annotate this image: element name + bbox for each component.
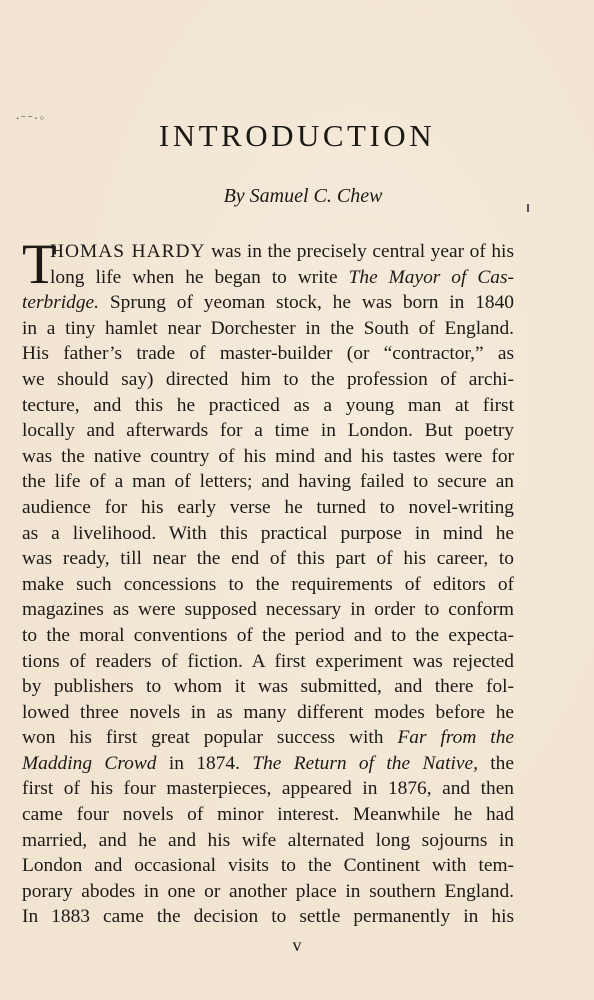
stray-ink-mark: ·⁻⁻·◦	[16, 112, 47, 125]
text-line: was ready, till near the end of this part of his career, to	[22, 548, 514, 570]
book-title: Madding Crowd	[22, 752, 157, 774]
text-line: long life when he began to write The Mayor of Cas-	[50, 266, 514, 288]
text-line: the life of a man of letters; and having failed to secure an	[22, 471, 514, 493]
book-title: Far from the	[397, 727, 514, 749]
text-line: His father’s trade of master-builder (or “contractor,” as	[22, 343, 514, 365]
text-line: tecture, and this he practiced as a young man at first	[22, 394, 514, 416]
text-line: was the native country of his mind and his tastes were for	[22, 445, 514, 467]
text-line: Madding Crowd in 1874. The Return of the Native, the	[22, 752, 514, 774]
text-line: lowed three novels in as many different modes before he	[22, 701, 514, 723]
text-line: first of his four masterpieces, appeared in 1876, and then	[22, 778, 514, 800]
text-line: make such concessions to the requirements of editors of	[22, 573, 514, 595]
page-number: v	[292, 935, 302, 955]
text-line: tions of readers of fiction. A first experiment was rejected	[22, 650, 514, 672]
book-title: The Return of the Native,	[252, 752, 478, 774]
text-line: by publishers to whom it was submitted, and there fol-	[22, 676, 514, 698]
text-line: we should say) directed him to the profession of archi-	[22, 368, 514, 390]
body-text	[22, 233, 514, 930]
text-line: came four novels of minor interest. Meanwhile he had	[22, 804, 514, 826]
book-title: terbridge.	[22, 292, 100, 314]
text-line: London and occasional visits to the Continent with tem-	[22, 855, 514, 877]
text-line: audience for his early verse he turned to novel-writing	[22, 496, 514, 518]
text-line: married, and he and his wife alternated long sojourns in	[22, 829, 514, 851]
text-line: magazines as were supposed necessary in order to conform	[22, 599, 514, 621]
text-line: won his first great popular success with Far from the	[22, 727, 514, 749]
text-line: locally and afterwards for a time in London. But poetry	[22, 420, 514, 442]
text-line: porary abodes in one or another place in southern England.	[22, 880, 514, 902]
text-line: HOMAS HARDY was in the precisely central year of his	[50, 241, 514, 262]
text-line: in a tiny hamlet near Dorchester in the South of England.	[22, 317, 514, 339]
text-line: to the moral conventions of the period and to the expecta-	[22, 624, 514, 646]
book-title: The Mayor of Cas-	[348, 266, 514, 288]
text-line: as a livelihood. With this practical purpose in mind he	[22, 522, 514, 544]
text-line: terbridge. Sprung of yeoman stock, he was born in 1840	[22, 292, 514, 314]
page-title: INTRODUCTION	[158, 118, 436, 153]
drop-cap: T	[22, 233, 57, 296]
opening-name: HOMAS HARDY	[50, 241, 206, 262]
author-byline: By Samuel C. Chew	[223, 185, 383, 207]
text-line: In 1883 came the decision to settle permanently in his	[22, 906, 514, 928]
